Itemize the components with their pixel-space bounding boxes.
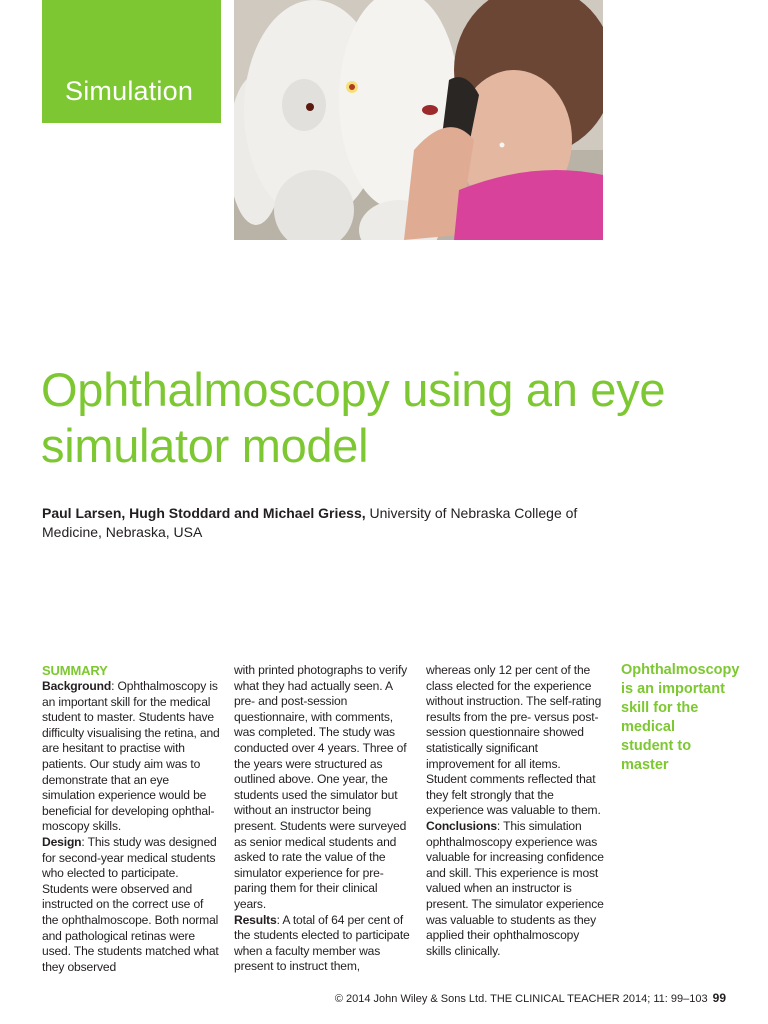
pull-quote: Ophthalmoscopy is an important skill for the medical student to master: [621, 662, 740, 773]
summary-design-continued: with printed photographs to verify what they had actually seen. A pre- and post-session questionnaire, with comments, was completed. The study was conducted over 4 years. Three of the years were structured as outlined above. One year, the students used the simulator but without an instructor being present. Students were surveyed as senior medical students and asked to rate the value of the simulator experience for preparing them for their clinical years.: [234, 663, 408, 911]
section-label: Simulation: [65, 76, 194, 106]
design-label: Design: [42, 834, 82, 849]
summary-heading: SUMMARY: [42, 663, 108, 678]
author-names: Paul Larsen, Hugh Stoddard and Michael Griess,: [42, 505, 366, 521]
summary-results-continued: whereas only 12 per cent of the class elected for the experience without instruction. The self-rating results from the pre- versus post-session questionnaire showed statistically significant improvement for all items. Student comments reflected that they felt strongly that the experience was valuable to them.: [426, 663, 602, 818]
simulator-photo: [234, 0, 603, 240]
summary-column-1: [42, 663, 220, 975]
results-label: Results: [234, 912, 277, 927]
author-line: [42, 504, 602, 542]
simulator-photo-icon: [234, 0, 603, 240]
summary-design: Design: This study was designed for second-year medical students who elected to participate. Students were observed and instructed on the correct use of the ophthalmoscope. Both normal and pathological retinas were used. The students matched what they observed: [42, 834, 219, 974]
summary-column-2: [234, 663, 412, 975]
conclusions-label: Conclusions: [426, 818, 497, 833]
background-label: Background: [42, 679, 112, 693]
summary-results: Results: A total of 64 per cent of the students elected to participate when a faculty member was present to instruct them,: [234, 912, 410, 974]
summary-background: Background: Ophthalmoscopy is an important skill for the medical student to master. Students have difficulty visualising the retina, and are hesitant to practise with patients. Our study aim was to demonstrate that an eye simulation experience would be beneficial for developing ophthalmoscopy skills.: [42, 679, 220, 834]
summary-column-3: [426, 663, 604, 959]
copyright-line: © 2014 John Wiley & Sons Ltd. THE CLINICAL TEACHER 2014; 11: 99–103: [334, 993, 708, 1005]
article-title: Ophthalmoscopy using an eye simulator model: [41, 363, 666, 472]
author-affiliation: University of Nebraska College of Medicine, Nebraska, USA: [42, 505, 578, 540]
page-footer: [335, 991, 726, 1005]
section-tag: [42, 0, 221, 123]
page-number: 99: [712, 991, 726, 1005]
summary-conclusions: Conclusions: This simulation ophthalmoscopy experience was valuable for increasing confidence and skill. This experience is most valued when an instructor is present. The simulator experience was valuable to students as they applied their ophthalmoscopy skills clinically.: [426, 818, 604, 958]
